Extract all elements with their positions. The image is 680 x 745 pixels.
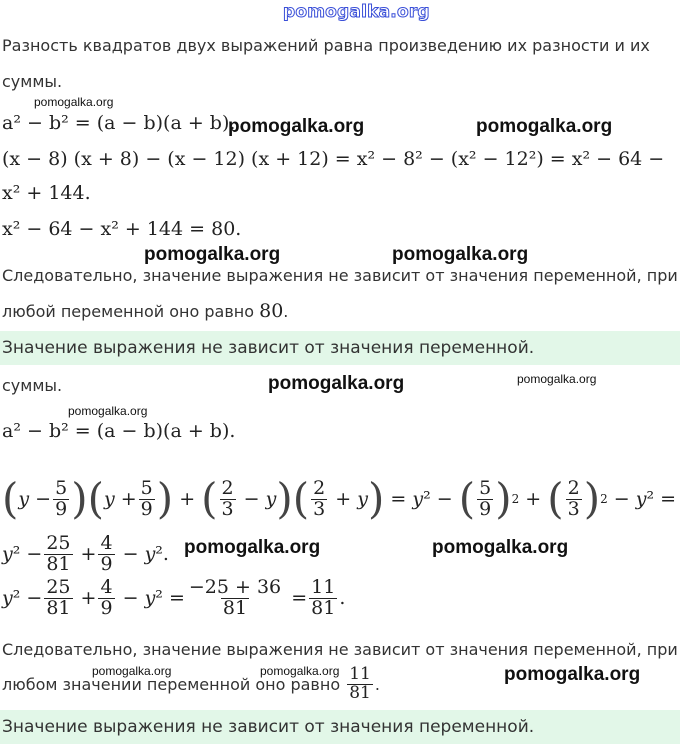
conclusion-value: 80	[259, 300, 284, 322]
fraction-5-9: $\frac{5}{9}$	[479, 476, 492, 520]
conclusion-fraction: $\frac{11}{81}$	[349, 664, 371, 703]
watermark-big: pomogalka.org	[228, 116, 365, 137]
conclusion-line-2: любой переменной оно равно 80.	[2, 300, 289, 322]
watermark-small: pomogalka.org	[260, 664, 340, 678]
fraction-25-81: $\frac{25}{81}$	[46, 576, 71, 619]
fraction-4-9: $\frac{4}{9}$	[100, 532, 113, 575]
watermark-top: pomogalka.org	[283, 2, 430, 22]
conclusion-line-2b: любом значении переменной оно равно $\frac{11}{81}$ .	[2, 664, 380, 703]
intro-line-1: Разность квадратов двух выражений равна произведению их разности и их	[2, 36, 650, 55]
expansion-line-2: x² + 144.	[2, 182, 91, 204]
watermark-big: pomogalka.org	[268, 373, 405, 394]
fraction-4-9: $\frac{4}{9}$	[100, 576, 113, 619]
answer-box-2: Значение выражения не зависит от значения переменной.	[0, 710, 680, 744]
watermark-small: pomogalka.org	[517, 372, 597, 386]
watermark-big: pomogalka.org	[392, 244, 529, 265]
watermark-big: pomogalka.org	[432, 537, 569, 558]
fraction-equation: ( y − $\frac{5}{9}$ ) ( y + $\frac{5}{9}$ ) + ( $\frac{2}{3}$ − y ) ( $\frac{2}{3}$ + y ) = y ² − ( $\frac{5}{9}$ ) 2 + ( $\frac{2}{3}$ ) 2 − y ² =	[2, 474, 677, 523]
fraction-25-81: $\frac{25}{81}$	[46, 532, 71, 575]
conclusion-line-1b: Следовательно, значение выражения не зависит от значения переменной, при	[2, 640, 678, 659]
intro-sums: суммы.	[2, 376, 63, 395]
intro-line-2: суммы.	[2, 72, 63, 91]
watermark-big: pomogalka.org	[504, 664, 641, 685]
fraction-5-9: $\frac{5}{9}$	[140, 476, 153, 520]
fraction-5-9: $\frac{5}{9}$	[55, 476, 68, 520]
conclusion-text: любой переменной оно равно	[2, 302, 255, 321]
conclusion-line-1: Следовательно, значение выражения не зависит от значения переменной, при	[2, 266, 678, 285]
fraction-line-2: y ² − $\frac{25}{81}$ + $\frac{4}{9}$ − y ².	[2, 532, 169, 575]
expansion-line-1: (x − 8) (x + 8) − (x − 12) (x + 12) = x² − 8² − (x² − 12²) = x² − 64 −	[2, 148, 665, 170]
conclusion-text-2: любом значении переменной оно равно	[2, 674, 341, 694]
fraction-result: $\frac{11}{81}$	[311, 576, 336, 619]
fraction-2-3: $\frac{2}{3}$	[567, 476, 580, 520]
fraction-2-3: $\frac{2}{3}$	[313, 476, 326, 520]
watermark-small: pomogalka.org	[92, 664, 172, 678]
answer-box: Значение выражения не зависит от значения переменной.	[0, 331, 680, 365]
simplified-expression: x² − 64 − x² + 144 = 80.	[2, 218, 242, 240]
watermark-big: pomogalka.org	[144, 244, 281, 265]
watermark-small: pomogalka.org	[34, 95, 114, 109]
fraction-sum: $\frac{-25 + 36}{81}$	[188, 576, 282, 619]
watermark-big: pomogalka.org	[476, 116, 613, 137]
formula-difference-of-squares-2: a² − b² = (a − b)(a + b).	[2, 420, 236, 442]
formula-difference-of-squares: a² − b² = (a − b)(a + b).	[2, 112, 236, 134]
fraction-line-3: y ² − $\frac{25}{81}$ + $\frac{4}{9}$ − y ² = $\frac{-25 + 36}{81}$ = $\frac{11}{81}$ .	[2, 576, 346, 619]
watermark-small: pomogalka.org	[68, 404, 148, 418]
fraction-2-3: $\frac{2}{3}$	[221, 476, 234, 520]
watermark-big: pomogalka.org	[184, 537, 321, 558]
